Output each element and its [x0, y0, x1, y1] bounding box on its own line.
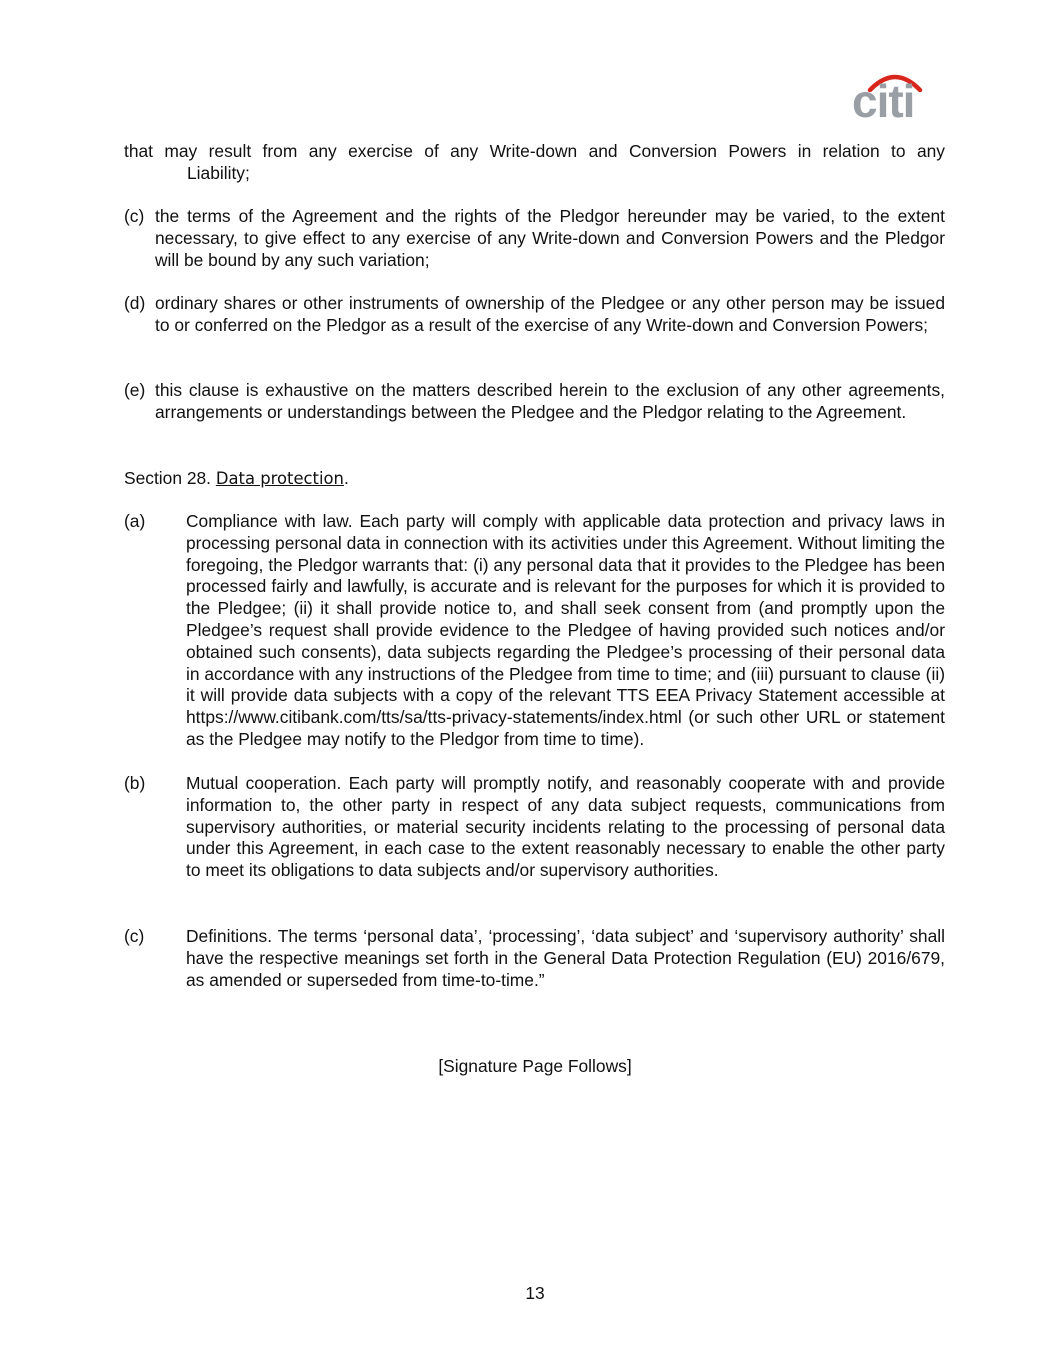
page-number: 13 — [525, 1283, 545, 1303]
continuation-paragraph: that may result from any exercise of any Write-down and Conversion Powers in relation to any Liability; — [124, 141, 945, 183]
section-title: Data protection — [215, 469, 344, 488]
clause-marker: (a) — [124, 511, 146, 531]
item-text: the terms of the Agreement and the rights of the Pledgor hereunder may be varied, to the extent necessary, to give effect to any exercise of any Write-down and Conversion Powers and the Pledgor will be bound by any such variation; — [155, 206, 945, 270]
item-marker: (c) — [124, 206, 145, 226]
item-text: this clause is exhaustive on the matters described herein to the exclusion of any other agreements, arrangements or understandings between the Pledgee and the Pledgor relating to the Agreement. — [155, 380, 945, 422]
section-heading: Section 28. Data protection. — [124, 468, 349, 488]
clause-marker: (b) — [124, 773, 146, 793]
clause-item — [124, 773, 945, 882]
item-text: ordinary shares or other instruments of ownership of the Pledgee or any other person may be issued to or conferred on the Pledgor as a result of the exercise of any Write-down and Conversion Powers; — [155, 293, 945, 335]
clause-item — [124, 926, 945, 991]
clause-text: Definitions. The terms ‘personal data’, ‘processing’, ‘data subject’ and ‘supervisory authority’ shall have the respective meanings set forth in the General Data Protection Regulation (EU) 2016/679, as amended or superseded from time-to-time.” — [186, 926, 945, 990]
citi-logo — [852, 70, 924, 127]
list-item — [124, 380, 945, 424]
signature-note: [Signature Page Follows] — [438, 1056, 632, 1076]
item-marker: (d) — [124, 293, 146, 313]
clause-text: Mutual cooperation. Each party will promptly notify, and reasonably cooperate with and provide information to, the other party in respect of any data subject requests, communications from supervisory authorities, or material security incidents relating to the processing of personal data under this Agreement, in each case to the extent reasonably necessary to enable the other party to meet its obligations to data subjects and/or supervisory authorities. — [186, 773, 945, 881]
logo-wordmark: citi — [852, 75, 915, 127]
clause-marker: (c) — [124, 926, 145, 946]
item-marker: (e) — [124, 380, 146, 400]
clause-item — [124, 511, 945, 751]
list-item — [124, 293, 945, 337]
list-item — [124, 206, 945, 271]
clause-text: Compliance with law. Each party will comply with applicable data protection and privacy laws in processing personal data in connection with its activities under this Agreement. Without limiting the foregoing, the Pledgor warrants that: (i) any personal data that it provides to the Pledgee has been processed fairly and lawfully, is accurate and is relevant for the purposes for which it is provided to the Pledgee; (ii) it shall provide notice to, and shall seek consent from (and promptly upon the Pledgee’s request shall provide evidence to the Pledgee of having provided such notices and/or obtained such consents), data subjects regarding the Pledgee’s processing of their personal data in accordance with any instructions of the Pledgee from time to time; and (iii) pursuant to clause (ii) it will provide data subjects with a copy of the relevant TTS EEA Privacy Statement accessible at https://www.citibank.com/tts/sa/tts-privacy-statements/index.html (or such other URL or statement as the Pledgee may notify to the Pledgor from time to time). — [186, 511, 945, 749]
